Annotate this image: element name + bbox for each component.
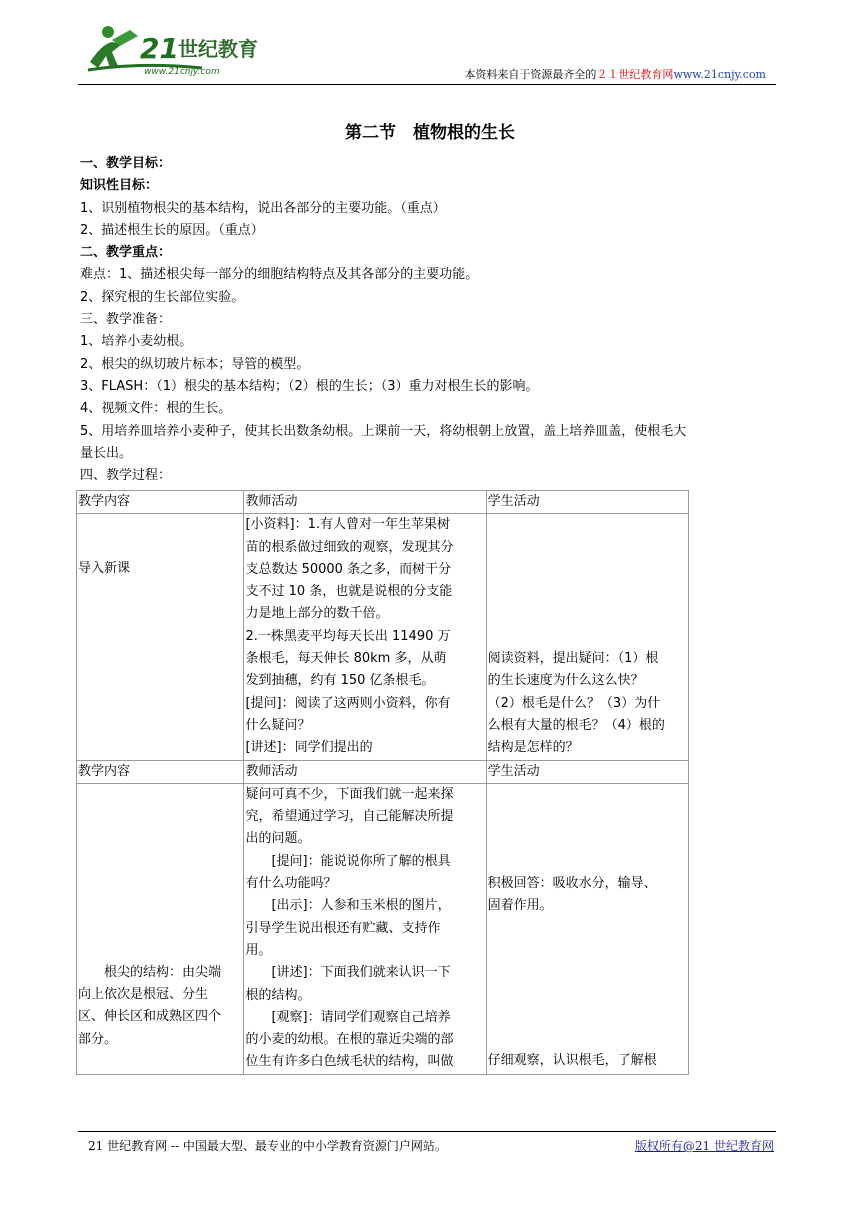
table-header-cell: 教学内容	[77, 760, 244, 783]
cell-line: 疑问可真不少，下面我们就一起来探	[245, 786, 454, 802]
cell-line: 什么疑问？	[245, 717, 311, 733]
table-header-row	[77, 491, 689, 514]
cell-line: [观察]：请同学们观察自己培养	[271, 1009, 451, 1025]
cell-line: 2.一株黑麦平均每天长出 11490 万	[245, 628, 451, 644]
cell-line: 支不过 10 条，也就是说根的分支能	[245, 584, 453, 600]
table-header-cell: 学生活动	[486, 760, 688, 783]
cell-line: 出的问题。	[245, 831, 311, 847]
cell-line: 结构是怎样的？	[487, 740, 579, 756]
table-row	[77, 514, 689, 760]
footer-text: 21 世纪教育网 -- 中国最大型、最专业的中小学教育资源门户网站。	[88, 1139, 447, 1153]
header-note-site: ２１世纪教育网	[596, 68, 674, 81]
table-cell-teacher	[244, 783, 486, 1074]
svg-text:21: 21	[140, 32, 179, 65]
section-heading: 一、教学目标：	[80, 156, 172, 171]
cell-line: 区、伸长区和成熟区四个	[78, 1009, 222, 1025]
cell-line: [讲述]：下面我们就来认识一下	[271, 965, 451, 981]
cell-line: [提问]：阅读了这两则小资料，你有	[245, 695, 451, 711]
body-line: 3、FLASH：（1）根尖的基本结构；（2）根的生长；（3）重力对根生长的影响。	[80, 378, 539, 394]
header-note	[464, 66, 766, 82]
cell-line: （2）根毛是什么？（3）为什	[487, 695, 661, 711]
header-note-text: 本资料来自于资源最齐全的	[464, 68, 597, 81]
page-title: 第二节 植物根的生长	[345, 123, 515, 143]
body-line: 量长出。	[80, 445, 133, 461]
cell-line: 么根有大量的根毛？（4）根的	[487, 717, 665, 733]
cell-line: 位生有许多白色绒毛状的结构，叫做	[245, 1054, 454, 1070]
svg-text:世纪教育: 世纪教育	[178, 37, 258, 61]
footer-divider	[78, 1131, 776, 1132]
cell-line: 条根毛，每天伸长 80km 多，从萌	[245, 651, 447, 667]
section-heading: 四、教学过程：	[80, 468, 172, 484]
body-line: 1、识别植物根尖的基本结构，说出各部分的主要功能。（重点）	[80, 200, 446, 216]
cell-line: 阅读资料，提出疑问：（1）根	[487, 651, 659, 667]
body-line: 5、用培养皿培养小麦种子，使其长出数条幼根。上课前一天，将幼根朝上放置，盖上培养皿盖，使根毛大	[80, 423, 687, 439]
cell-line: 力是地上部分的数千倍。	[245, 606, 389, 622]
cell-line: 仔细观察，认识根毛，了解根	[487, 1053, 657, 1069]
table-row	[77, 783, 689, 1074]
table-header-cell: 教师活动	[244, 760, 486, 783]
body-line: 4、视频文件：根的生长。	[80, 401, 232, 417]
cell-line: [小资料]：1.有人曾对一年生苹果树	[245, 517, 451, 533]
header-note-url[interactable]: www.21cnjy.com	[673, 68, 766, 81]
cell-line: 的小麦的幼根。在根的靠近尖端的部	[245, 1032, 454, 1048]
document-body	[80, 153, 780, 487]
table-cell-student	[486, 514, 688, 760]
table-header-cell: 教学内容	[77, 491, 244, 514]
cell-line: 究，希望通过学习，自己能解决所提	[245, 809, 454, 825]
table-cell-content: 导入新课	[77, 514, 244, 760]
header-divider	[78, 84, 776, 85]
svg-text:www.21cnjy.com: www.21cnjy.com	[144, 67, 220, 77]
copyright-link[interactable]: 版权所有@21 世纪教育网	[634, 1139, 774, 1153]
lesson-table	[76, 490, 689, 1075]
cell-line: 有什么功能吗？	[245, 876, 337, 892]
body-line: 1、培养小麦幼根。	[80, 334, 193, 350]
cell-line: 的生长速度为什么这么快？	[487, 673, 644, 689]
cell-line: [讲述]：同学们提出的	[245, 740, 373, 756]
cell-line: 根尖的结构：由尖端	[104, 964, 222, 980]
cell-line: 根的结构。	[245, 987, 311, 1003]
table-header-cell: 教师活动	[244, 491, 486, 514]
cell-line: 引导学生说出根还有贮藏、支持作	[245, 920, 441, 936]
section-heading: 二、教学重点：	[80, 245, 172, 261]
cell-line: 固着作用。	[487, 898, 553, 914]
cell-line: [提问]：能说说你所了解的根具	[271, 853, 451, 869]
body-line: 2、根尖的纵切玻片标本；导管的模型。	[80, 356, 310, 372]
table-header-row	[77, 760, 689, 783]
table-cell-teacher	[244, 514, 486, 760]
cell-line: 积极回答：吸收水分，输导、	[487, 875, 657, 891]
cell-line: 部分。	[78, 1031, 118, 1047]
body-line: 2、探究根的生长部位实验。	[80, 289, 245, 305]
cell-line: 苗的根系做过细致的观察，发现其分	[245, 539, 454, 555]
cell-line: [出示]：人参和玉米根的图片，	[271, 898, 451, 914]
site-logo	[82, 22, 282, 80]
section-heading: 三、教学准备：	[80, 312, 172, 328]
cell-line: 发到抽穗，约有 150 亿条根毛。	[245, 673, 435, 689]
body-line: 难点：1、描述根尖每一部分的细胞结构特点及其各部分的主要功能。	[80, 267, 479, 283]
table-header-cell: 学生活动	[486, 491, 688, 514]
cell-line: 向上依次是根冠、分生	[78, 987, 209, 1003]
cell-line: 用。	[245, 942, 272, 958]
cell-line: 支总数达 50000 条之多，而树干分	[245, 561, 452, 577]
table-cell-content	[77, 783, 244, 1074]
sub-heading: 知识性目标：	[80, 178, 159, 194]
table-cell-student	[486, 783, 688, 1074]
body-line: 2、描述根生长的原因。（重点）	[80, 222, 264, 238]
